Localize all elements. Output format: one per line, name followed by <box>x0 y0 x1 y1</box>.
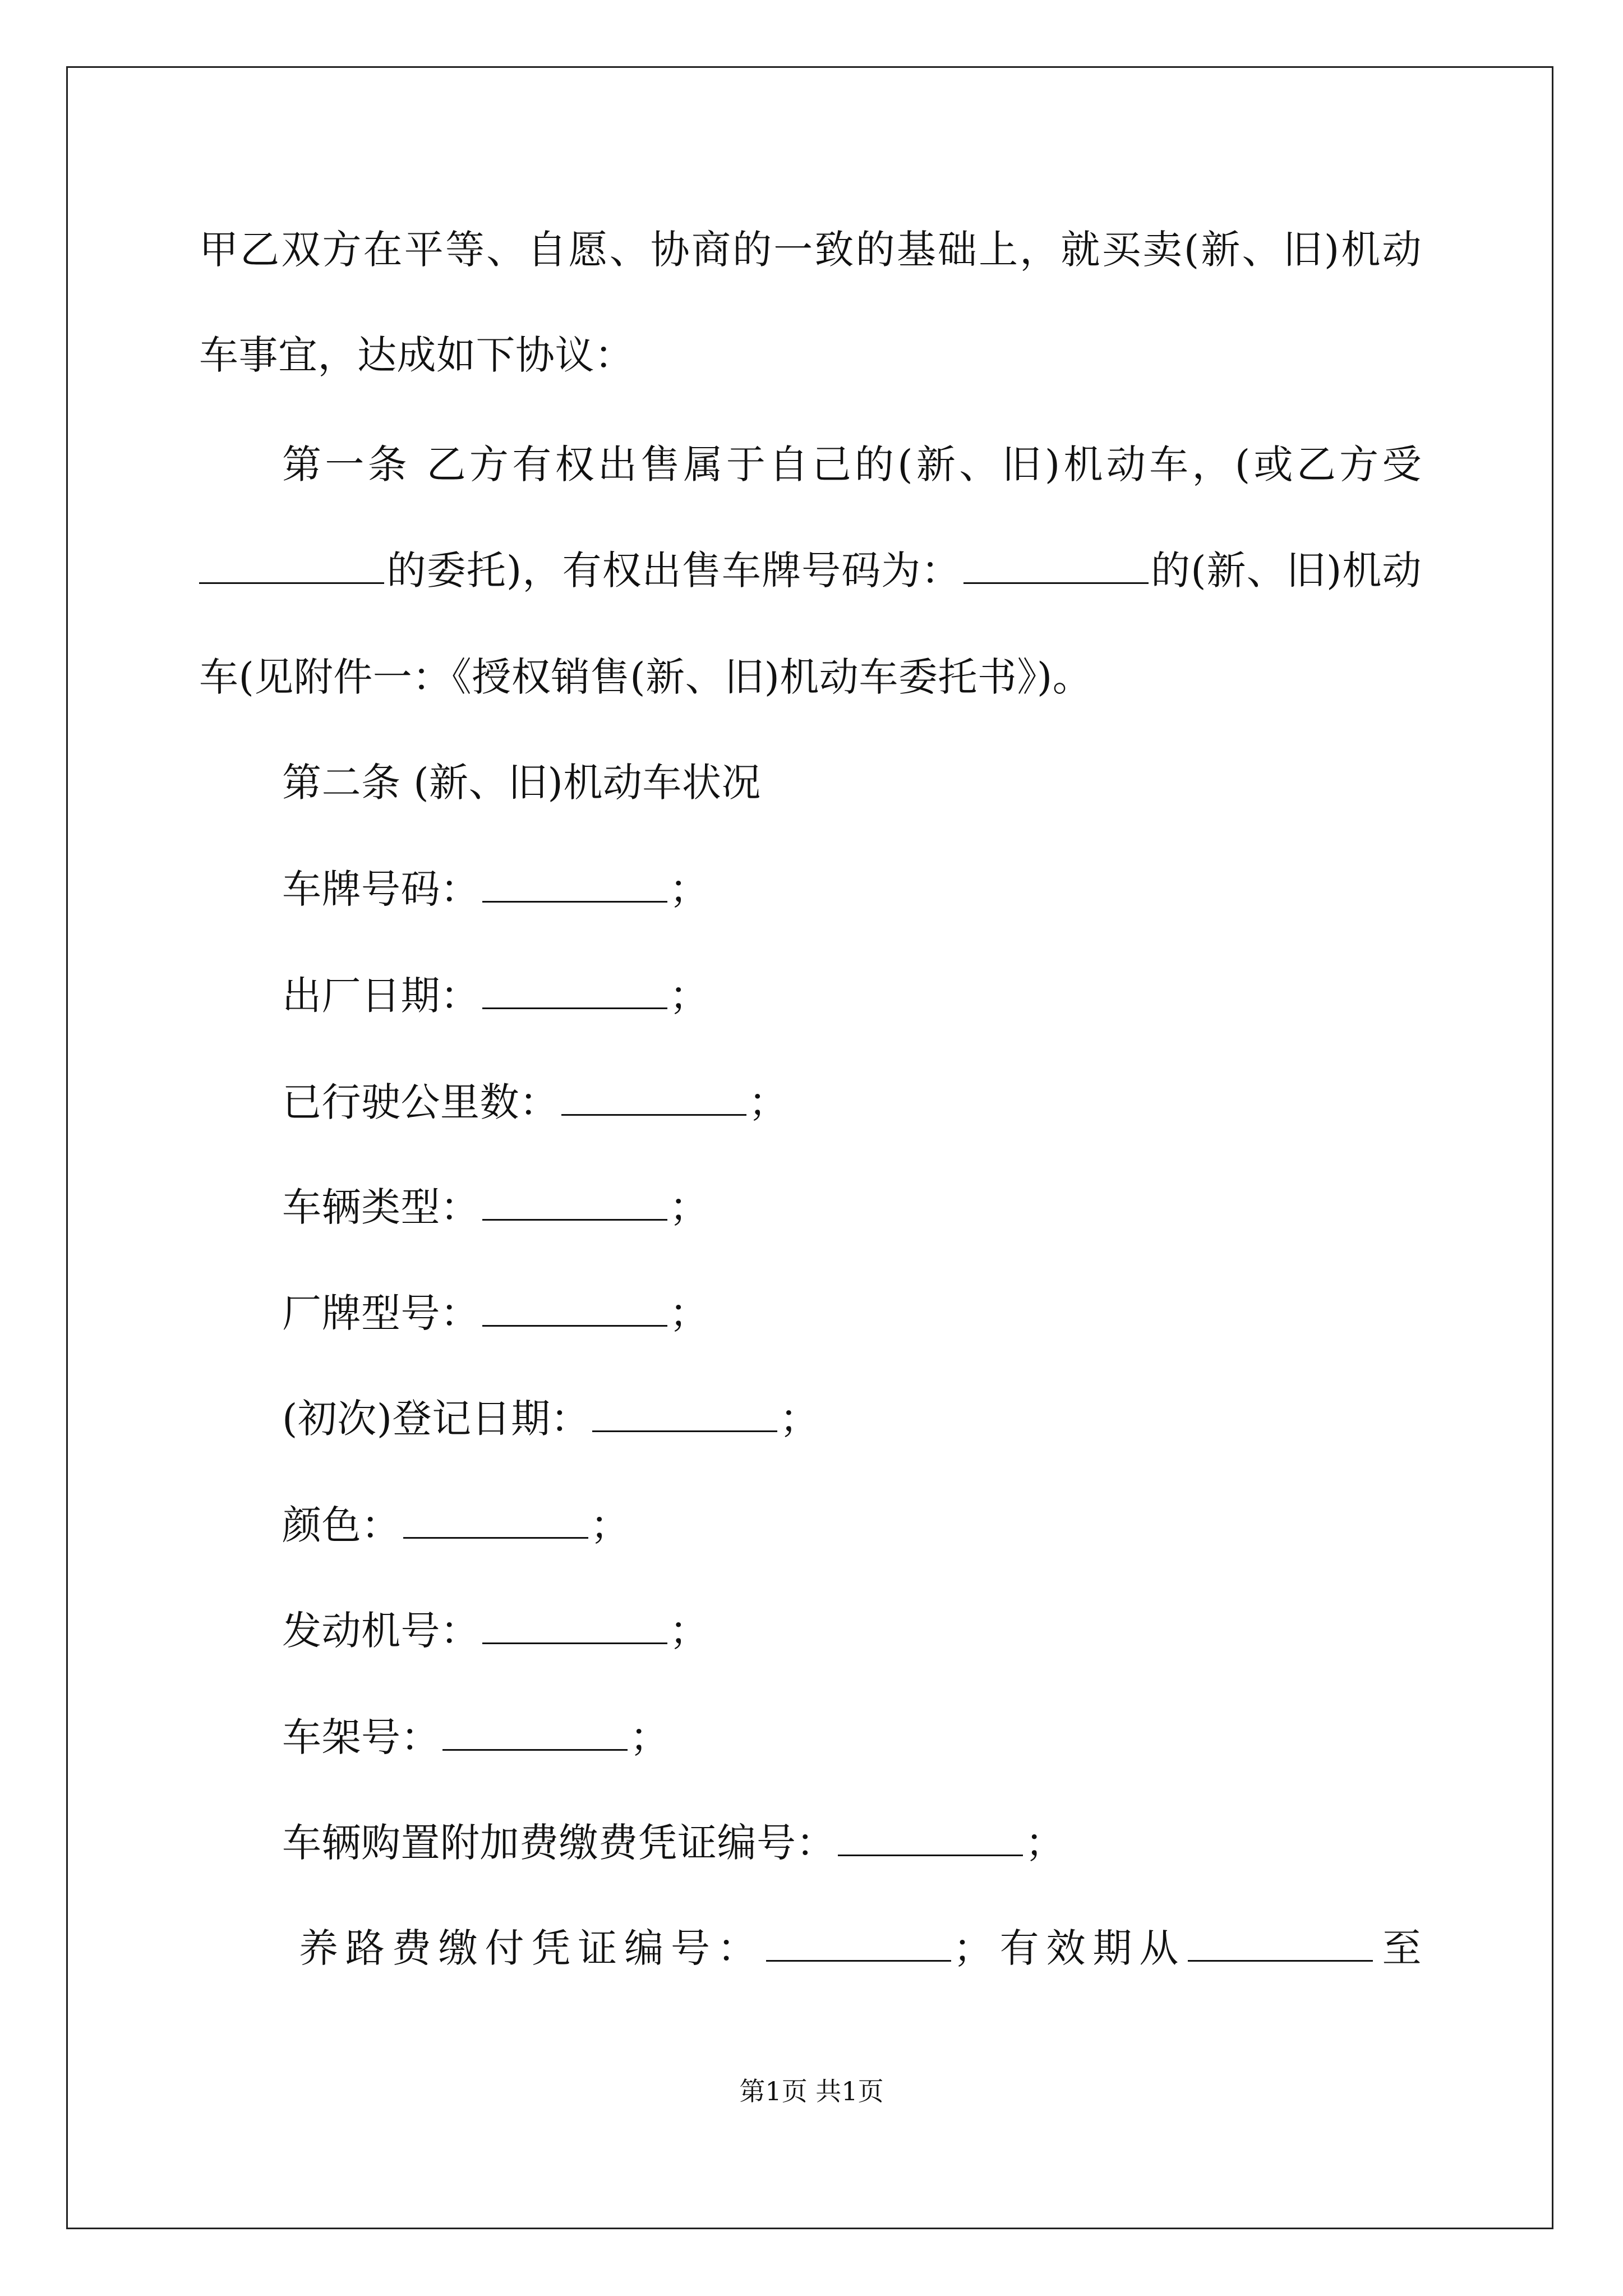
article-1-line-3 <box>199 646 1422 708</box>
article-2-title <box>282 752 1422 813</box>
field-blank[interactable] <box>482 867 667 903</box>
field-blank[interactable] <box>838 1821 1023 1856</box>
field-end: ； <box>669 866 709 912</box>
intro-text-2: 车事宜，达成如下协议： <box>199 332 634 378</box>
field-label: 车辆购置附加费缴费凭证编号： <box>282 1820 836 1866</box>
intro-paragraph-line-1 <box>199 219 1422 280</box>
field-blank[interactable] <box>442 1715 628 1751</box>
field-end: ； <box>1025 1820 1065 1866</box>
field-end: ； <box>748 1079 788 1125</box>
field-row-brand-model <box>282 1282 1422 1344</box>
article-1-text-4: 车(见附件一：《授权销售(新、旧)机动车委托书》)。 <box>199 654 1092 700</box>
plate-number-blank[interactable] <box>963 549 1149 584</box>
field-blank[interactable] <box>482 1185 667 1221</box>
article-1-text-2: 的委托)，有权出售车牌号码为： <box>386 547 961 593</box>
road-fee-mid: ；有效期从 <box>953 1925 1186 1971</box>
article-1-line-2 <box>199 540 1422 601</box>
field-label: 厂牌型号： <box>282 1290 480 1336</box>
field-end: ； <box>630 1714 670 1760</box>
field-row-purchase-fee-voucher <box>282 1812 1422 1874</box>
field-blank[interactable] <box>482 974 667 1009</box>
field-label: 已行驶公里数： <box>282 1079 559 1125</box>
field-label: 颜色： <box>282 1502 401 1548</box>
field-label: 发动机号： <box>282 1608 480 1654</box>
article-1-line-1 <box>282 434 1422 495</box>
intro-paragraph-line-2 <box>199 324 1422 386</box>
field-end: ； <box>669 1608 709 1654</box>
field-label: 车架号： <box>282 1714 440 1760</box>
field-row-color <box>282 1494 1422 1556</box>
article-1-text-1: 第一条 乙方有权出售属于自己的(新、旧)机动车，(或乙方受 <box>282 441 1422 487</box>
field-row-engine-number <box>282 1600 1422 1662</box>
field-row-registration-date <box>282 1388 1422 1450</box>
field-end: ； <box>780 1396 819 1442</box>
field-label: (初次)登记日期： <box>282 1396 591 1442</box>
field-label: 车辆类型： <box>282 1184 480 1230</box>
field-row-plate-number <box>282 858 1422 920</box>
field-end: ； <box>669 1290 709 1336</box>
article-1-text-3: 的(新、旧)机动 <box>1150 547 1422 593</box>
field-row-chassis-number <box>282 1706 1422 1768</box>
field-blank[interactable] <box>403 1503 588 1539</box>
field-end: ； <box>669 1184 709 1230</box>
road-fee-label: 养路费缴付凭证编号： <box>299 1925 764 1971</box>
field-blank[interactable] <box>561 1080 746 1116</box>
field-blank[interactable] <box>592 1397 777 1432</box>
page-footer <box>0 2074 1623 2108</box>
road-fee-end: 至 <box>1375 1925 1422 1971</box>
article-2-title-text: 第二条 (新、旧)机动车状况 <box>282 760 761 806</box>
field-row-manufacture-date <box>282 965 1422 1027</box>
road-fee-voucher-blank[interactable] <box>766 1926 951 1962</box>
field-blank[interactable] <box>482 1609 667 1644</box>
intro-text-1: 甲乙双方在平等、自愿、协商的一致的基础上，就买卖(新、旧)机动 <box>199 227 1422 273</box>
page-border <box>66 66 1553 2229</box>
entrusting-party-blank[interactable] <box>199 549 384 584</box>
validity-from-blank[interactable] <box>1188 1926 1373 1962</box>
field-label: 车牌号码： <box>282 866 480 912</box>
field-label: 出厂日期： <box>282 973 480 1019</box>
field-end: ； <box>669 973 709 1019</box>
page-number: 第1页 共1页 <box>739 2076 884 2106</box>
field-row-vehicle-type <box>282 1176 1422 1238</box>
field-end: ； <box>590 1502 630 1548</box>
field-row-mileage <box>282 1071 1422 1133</box>
road-fee-row <box>299 1917 1422 1979</box>
field-blank[interactable] <box>482 1291 667 1327</box>
